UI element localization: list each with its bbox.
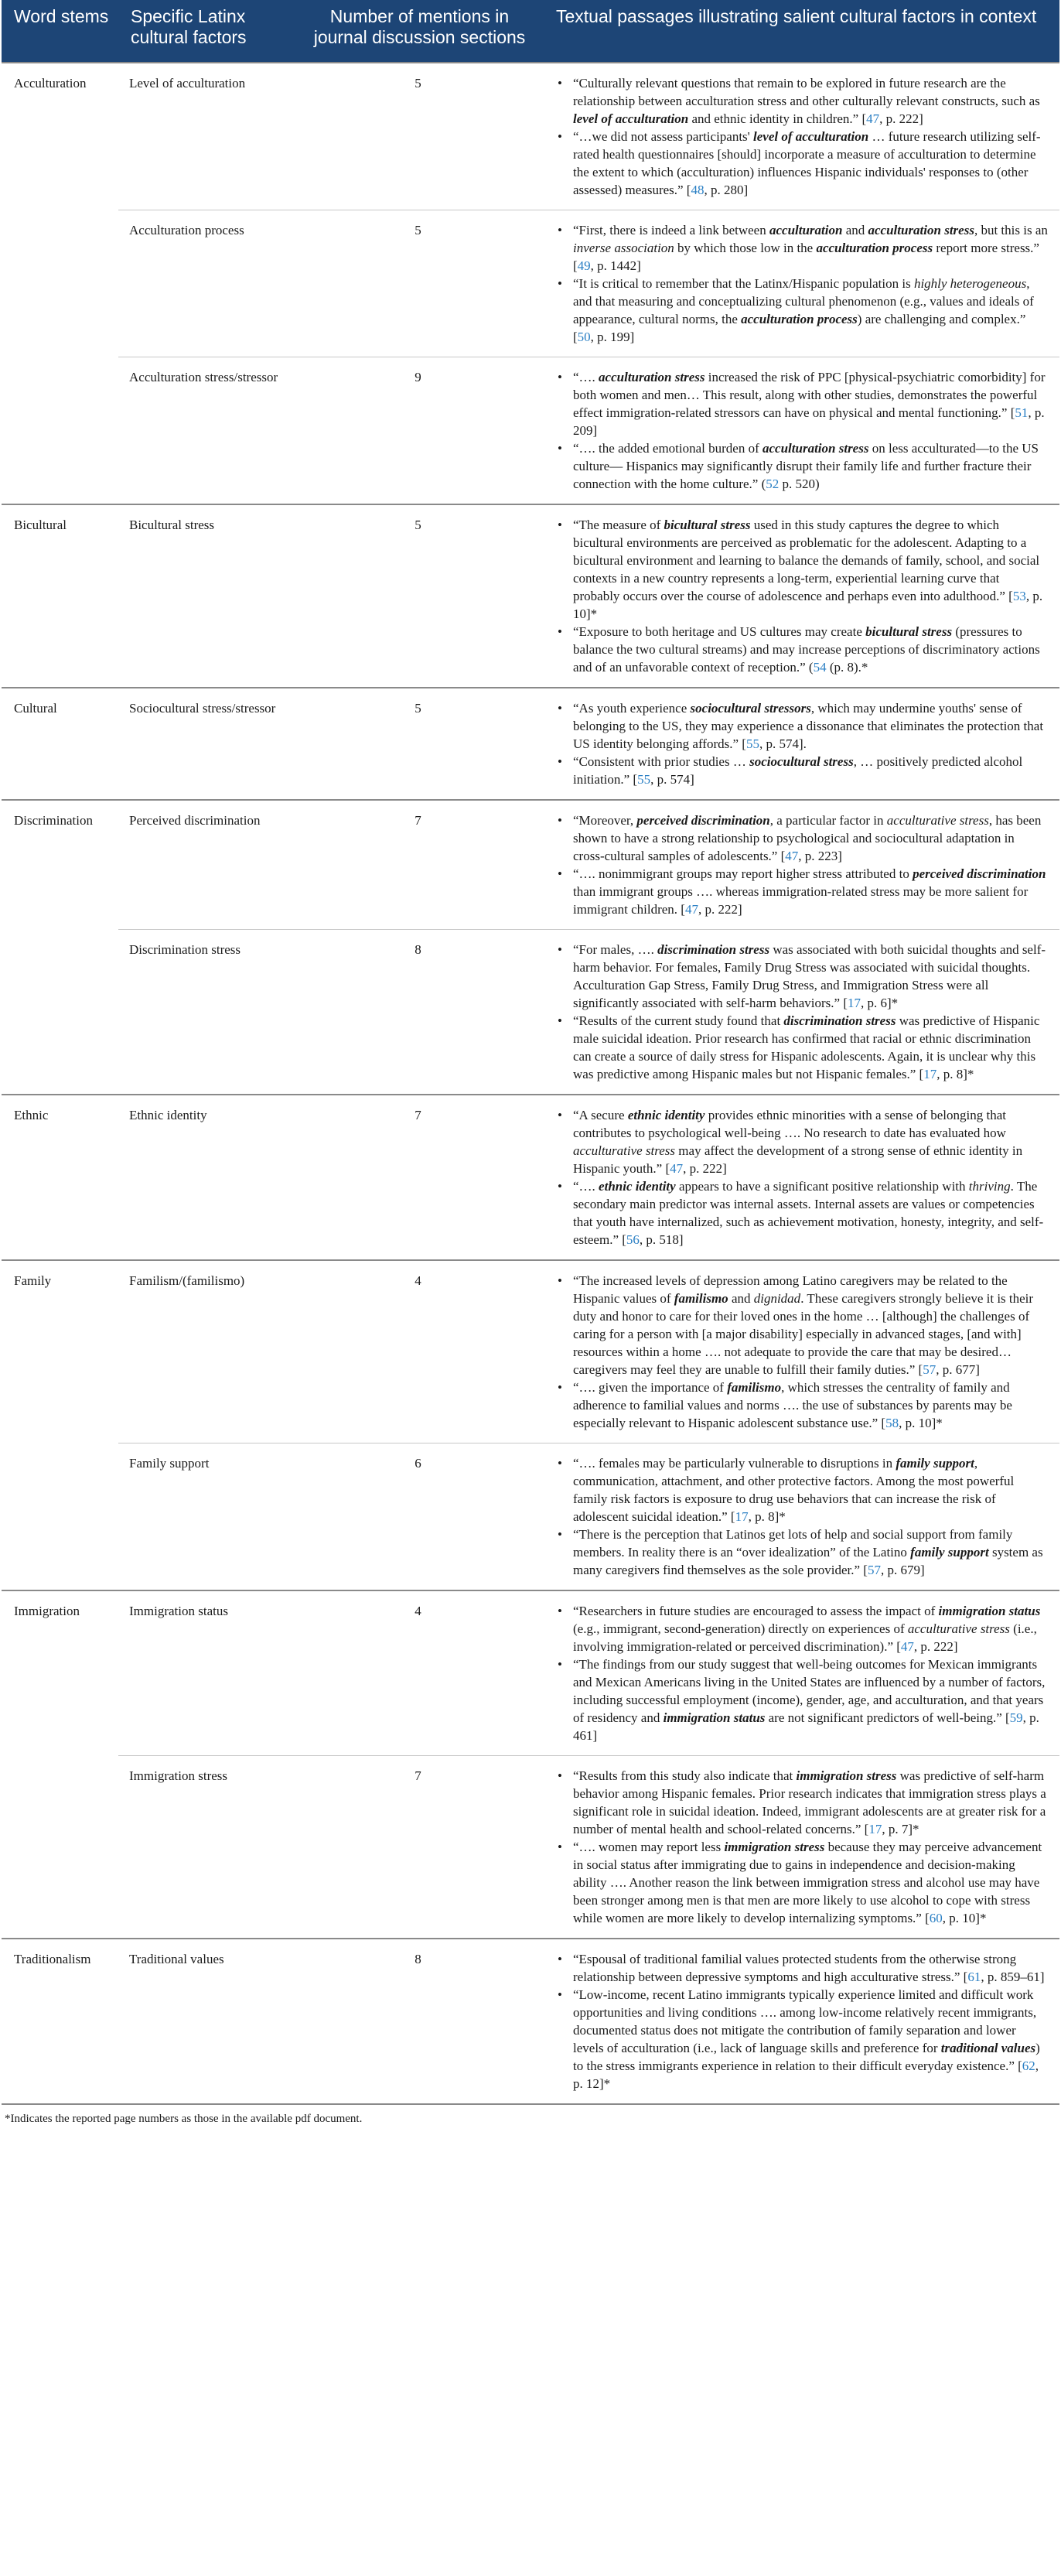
header-number-of-mentions: Number of mentions in journal discussion sections [292, 0, 544, 63]
citation-link[interactable]: 47 [684, 902, 698, 917]
cultural-factor-cell: Sociocultural stress/stressor [118, 688, 292, 800]
table-row [2, 504, 1059, 688]
citation-link[interactable]: 48 [691, 183, 704, 197]
passage-item: • “Results of the current study found that discrimination stress was predictive of Hispanic male suicidal ideation. Prior research has confirmed that racial or ethnic discrimination can create a source of daily stress for Hispanic adolescents. Again, it is unclear why this was predictive among Hispanic males but not Hispanic females.” [17, p. 8]* [554, 1012, 1049, 1083]
header-row [2, 0, 1059, 63]
cultural-factor-cell: Level of acculturation [118, 63, 292, 210]
table-footnote: *Indicates the reported page numbers as those in the available pdf document. [2, 2103, 1059, 2127]
passage-item: • “…we did not assess participants' level of acculturation … future research utilizing self-rated health questionnaires [should] incorporate a measure of acculturation to determine the extent to which (acculturation) influences Hispanic individuals' responses to (other assessed) measures.” [48, p. 280] [554, 128, 1049, 199]
highlighted-term: familismo [727, 1380, 782, 1395]
table-row [2, 1590, 1059, 1756]
highlighted-term: family support [896, 1456, 974, 1471]
italic-term: thriving [968, 1179, 1011, 1194]
citation-link[interactable]: 55 [745, 736, 759, 751]
cultural-factor-cell: Immigration status [118, 1590, 292, 1756]
highlighted-term: acculturation stress [868, 223, 974, 237]
highlighted-term: acculturation process [741, 312, 858, 326]
passage-item: • “Consistent with prior studies … sociocultural stress, … positively predicted alcohol initiation.” [55, p. 574] [554, 753, 1049, 788]
table-row [2, 688, 1059, 800]
passage-item: • “…. given the importance of familismo, which stresses the centrality of family and adherence to familial values and norms …. the use of substances by parents may be especially relevant to Hispanic adolescent substance use.” [58, p. 10]* [554, 1379, 1049, 1432]
highlighted-term: level of acculturation [573, 111, 689, 126]
passage-item: • “Exposure to both heritage and US cultures may create bicultural stress (pressures to balance the two cultural streams) and may increase perceptions of discriminatory actions and of an unfavorable context of reception.” (54 (p. 8).* [554, 623, 1049, 676]
table-row [2, 1260, 1059, 1443]
citation-link[interactable]: 17 [735, 1509, 749, 1524]
header-word-stems: Word stems [2, 0, 118, 63]
mention-count-cell: 5 [292, 688, 544, 800]
passages-cell [544, 1260, 1059, 1443]
italic-term: acculturative stress [907, 1621, 1010, 1636]
word-stem-cell: Family [2, 1260, 118, 1590]
passage-item: • “First, there is indeed a link between acculturation and acculturation stress, but this is an inverse association by which those low in the acculturation process report more stress.” [49, p. 1442] [554, 221, 1049, 275]
passage-item: • “Low-income, recent Latino immigrants typically experience limited and difficult work opportunities and living conditions …. among low-income relatively recent immigrants, documented status does not mitigate the contribution of family separation and lower levels of acculturation (i.e., lack of language skills and preference for traditional values) to the stress immigrants experience in relation to their difficult everyday existence.” [62, p. 12]* [554, 1986, 1049, 2093]
highlighted-term: perceived discrimination [636, 813, 770, 828]
passage-item: • “Espousal of traditional familial values protected students from the otherwise strong relationship between depressive symptoms and high acculturative stress.” [61, p. 859–61] [554, 1950, 1049, 1986]
citation-link[interactable]: 54 [813, 660, 827, 675]
passage-item: • “…. the added emotional burden of acculturation stress on less acculturated—to the US culture— Hispanics may significantly disrupt their family life and further fracture their connection with the home culture.” (52 p. 520) [554, 439, 1049, 493]
citation-link[interactable]: 50 [577, 330, 591, 344]
highlighted-term: sociocultural stressors [690, 701, 811, 716]
passage-item: • “Researchers in future studies are encouraged to assess the impact of immigration status (e.g., immigrant, second-generation) directly on experiences of acculturative stress (i.e., involving immigration-related or perceived discrimination).” [47, p. 222] [554, 1602, 1049, 1655]
highlighted-term: acculturation stress [599, 370, 705, 384]
italic-term: acculturative stress [573, 1143, 676, 1158]
passages-cell [544, 1939, 1059, 2103]
mention-count-cell: 8 [292, 930, 544, 1095]
cultural-factor-cell: Familism/(familismo) [118, 1260, 292, 1443]
passages-cell [544, 800, 1059, 930]
citation-link[interactable]: 56 [626, 1232, 640, 1247]
passages-cell [544, 1443, 1059, 1591]
mention-count-cell: 7 [292, 1095, 544, 1260]
table-row [2, 210, 1059, 357]
highlighted-term: immigration stress [724, 1840, 825, 1854]
passage-list [554, 368, 1049, 493]
passage-item: • “The findings from our study suggest that well-being outcomes for Mexican immigrants and Mexican Americans living in the United States are influenced by a number of factors, including successful employment (income), gender, age, and acculturation, and that years of residency and immigration status are not significant predictors of well-being.” [59, p. 461] [554, 1655, 1049, 1744]
passage-list [554, 1454, 1049, 1579]
header-specific-factors: Specific Latinx cultural factors [118, 0, 292, 63]
citation-link[interactable]: 59 [1009, 1710, 1023, 1725]
mention-count-cell: 7 [292, 800, 544, 930]
cultural-factor-cell: Acculturation stress/stressor [118, 357, 292, 505]
cultural-factor-cell: Immigration stress [118, 1756, 292, 1939]
passage-item: • “For males, …. discrimination stress was associated with both suicidal thoughts and self-harm behavior. For females, Family Drug Stress was associated with suicidal thoughts. Acculturation Gap Stress, Family Drug Stress, and Immigration Stress were all significantly associated with self-harm behaviors.” [17, p. 6]* [554, 941, 1049, 1012]
citation-link[interactable]: 58 [885, 1416, 899, 1430]
passages-cell [544, 688, 1059, 800]
highlighted-term: immigration stress [796, 1768, 897, 1783]
highlighted-term: bicultural stress [865, 624, 953, 639]
cultural-factor-cell: Traditional values [118, 1939, 292, 2103]
passage-list [554, 1106, 1049, 1249]
cultural-factor-cell: Acculturation process [118, 210, 292, 357]
mention-count-cell: 5 [292, 210, 544, 357]
passages-cell [544, 1756, 1059, 1939]
italic-term: inverse association [573, 241, 674, 255]
passage-list [554, 941, 1049, 1083]
passage-item: • “…. women may report less immigration stress because they may perceive advancement in social status after immigrating due to gains in independence and decision-making ability …. Another reason the link between immigration stress and alcohol use may have been stronger among men is that men are more likely to use alcohol to cope with stress while women are more likely to develop internalizing symptoms.” [60, p. 10]* [554, 1838, 1049, 1927]
word-stem-cell: Ethnic [2, 1095, 118, 1260]
cultural-factor-cell: Bicultural stress [118, 504, 292, 688]
passage-list [554, 811, 1049, 918]
citation-link[interactable]: 57 [923, 1362, 936, 1377]
passage-item: • “It is critical to remember that the Latinx/Hispanic population is highly heterogeneous, and that measuring and conceptualizing cultural phenomenon (e.g., values and ideals of appearance, cultural norms, the acculturation process) are challenging and complex.” [50, p. 199] [554, 275, 1049, 346]
citation-link[interactable]: 17 [848, 996, 861, 1010]
citation-link[interactable]: 55 [637, 772, 651, 787]
cultural-factor-cell: Family support [118, 1443, 292, 1591]
passage-list [554, 221, 1049, 346]
highlighted-term: acculturation [769, 223, 843, 237]
passages-cell [544, 1095, 1059, 1260]
citation-link[interactable]: 51 [1015, 405, 1029, 420]
passages-cell [544, 63, 1059, 210]
highlighted-term: immigration status [663, 1710, 766, 1725]
citation-link[interactable]: 47 [866, 111, 880, 126]
mention-count-cell: 6 [292, 1443, 544, 1591]
passages-cell [544, 504, 1059, 688]
highlighted-term: level of acculturation [753, 129, 869, 144]
table-body [2, 63, 1059, 2103]
highlighted-term: discrimination stress [657, 942, 770, 957]
highlighted-term: sociocultural stress [749, 754, 854, 769]
passage-item: • “Moreover, perceived discrimination, a particular factor in acculturative stress, has been shown to have a strong relationship to psychological and sociocultural adaptation in cross-cultural samples of adolescents.” [47, p. 223] [554, 811, 1049, 865]
highlighted-term: bicultural stress [664, 518, 751, 532]
passage-item: • “The increased levels of depression among Latino caregivers may be related to the Hispanic values of familismo and dignidad. These caregivers strongly believe it is their duty and honor to care for their loved ones in the home … [although] the challenges of caring for a person with [a major disability] especially in advanced stages, [and with] resources within a home …. not adequate to provide the care that may be desired… caregivers may feel they are unable to fulfill their family duties.” [57, p. 677] [554, 1272, 1049, 1379]
mention-count-cell: 8 [292, 1939, 544, 2103]
table-row [2, 1939, 1059, 2103]
table-row [2, 1443, 1059, 1591]
passage-item: • “…. nonimmigrant groups may report higher stress attributed to perceived discrimination than immigrant groups …. whereas immigration-related stress may be more salient for immigrant children. [47, p. 222] [554, 865, 1049, 918]
citation-link[interactable]: 53 [1012, 589, 1026, 603]
highlighted-term: traditional values [940, 2041, 1036, 2055]
citation-link[interactable]: 47 [900, 1639, 914, 1654]
citation-link[interactable]: 47 [670, 1161, 684, 1176]
table-row [2, 1095, 1059, 1260]
table-row [2, 1756, 1059, 1939]
passages-cell [544, 357, 1059, 505]
italic-term: dignidad [753, 1291, 801, 1306]
passage-item: • “The measure of bicultural stress used in this study captures the degree to which bicultural environments are perceived as problematic for the adolescent. Adapting to a bicultural environment and learning to balance the demands of family, school, and social contexts in a new country represents a long-term, experiential learning curve that probably occurs over the course of adolescence and perhaps even into adulthood.” [53, p. 10]* [554, 516, 1049, 623]
mention-count-cell: 7 [292, 1756, 544, 1939]
passage-item: • “…. ethnic identity appears to have a significant positive relationship with thriving. The secondary main predictor was internal assets. Internal assets are values or competencies that youth have internalized, such as achievement motivation, honesty, integrity, and self-esteem.” [56, p. 518] [554, 1177, 1049, 1249]
table-row [2, 357, 1059, 505]
mention-count-cell: 5 [292, 504, 544, 688]
highlighted-term: acculturation process [816, 241, 933, 255]
passage-item: • “As youth experience sociocultural stressors, which may undermine youths' sense of belonging to the US, they may experience a dissonance that eliminates the protection that US identity belonging affords.” [55, p. 574]. [554, 699, 1049, 753]
italic-term: highly heterogeneous [913, 276, 1027, 291]
citation-link[interactable]: 57 [867, 1563, 881, 1577]
passage-item: • “A secure ethnic identity provides ethnic minorities with a sense of belonging that contributes to psychological well-being …. No research to date has evaluated how acculturative stress may affect the development of a strong sense of ethnic identity in Hispanic youth.” [47, p. 222] [554, 1106, 1049, 1177]
highlighted-term: ethnic identity [627, 1108, 705, 1122]
word-stem-cell: Bicultural [2, 504, 118, 688]
table-header [2, 0, 1059, 63]
passage-list [554, 699, 1049, 788]
word-stem-cell: Immigration [2, 1590, 118, 1939]
passage-list [554, 74, 1049, 199]
word-stem-cell: Discrimination [2, 800, 118, 1095]
highlighted-term: perceived discrimination [913, 866, 1046, 881]
passage-list [554, 516, 1049, 676]
passage-list [554, 1602, 1049, 1744]
cultural-factor-cell: Perceived discrimination [118, 800, 292, 930]
highlighted-term: acculturation stress [762, 441, 869, 456]
italic-term: acculturative stress [886, 813, 989, 828]
word-stem-cell: Traditionalism [2, 1939, 118, 2103]
passages-cell [544, 210, 1059, 357]
mention-count-cell: 9 [292, 357, 544, 505]
passages-cell [544, 930, 1059, 1095]
highlighted-term: family support [910, 1545, 989, 1560]
mention-count-cell: 5 [292, 63, 544, 210]
highlighted-term: discrimination stress [783, 1013, 896, 1028]
passage-item: • “…. acculturation stress increased the risk of PPC [physical-psychiatric comorbidity] for both women and men… This result, along with other studies, demonstrates the powerful effect immigration-related stressors can have on physical and mental functioning.” [51, p. 209] [554, 368, 1049, 439]
passage-item: • “…. females may be particularly vulnerable to disruptions in family support, communication, attachment, and other protective factors. Among the most powerful family risk factors is exposure to drug use behaviors that can increase the risk of adolescent suicidal ideation.” [17, p. 8]* [554, 1454, 1049, 1525]
table-row [2, 63, 1059, 210]
citation-link[interactable]: 49 [577, 258, 591, 273]
highlighted-term: ethnic identity [599, 1179, 676, 1194]
citation-link[interactable]: 17 [923, 1067, 937, 1081]
citation-link[interactable]: 61 [967, 1970, 981, 1984]
passage-item: • “Results from this study also indicate that immigration stress was predictive of self-harm behavior among Hispanic females. Prior research indicates that immigration stress plays a significant role in suicidal ideation. Indeed, immigrant adolescents are at greater risk for a number of mental health and school-related concerns.” [17, p. 7]* [554, 1767, 1049, 1838]
cultural-factors-table [2, 0, 1059, 2103]
passage-list [554, 1767, 1049, 1927]
citation-link[interactable]: 60 [929, 1911, 943, 1925]
citation-link[interactable]: 62 [1022, 2058, 1035, 2073]
citation-link[interactable]: 17 [868, 1822, 882, 1836]
citation-link[interactable]: 47 [785, 849, 799, 863]
cultural-factor-cell: Discrimination stress [118, 930, 292, 1095]
passages-cell [544, 1590, 1059, 1756]
header-textual-passages: Textual passages illustrating salient cultural factors in context [544, 0, 1059, 63]
mention-count-cell: 4 [292, 1260, 544, 1443]
citation-link[interactable]: 52 [766, 477, 780, 491]
word-stem-cell: Cultural [2, 688, 118, 800]
word-stem-cell: Acculturation [2, 63, 118, 504]
passage-item: • “Culturally relevant questions that remain to be explored in future research are the relationship between acculturation stress and other culturally relevant constructs, such as level of acculturation and ethnic identity in children.” [47, p. 222] [554, 74, 1049, 128]
passage-item: • “There is the perception that Latinos get lots of help and social support from family members. In reality there is an “over idealization” of the Latino family support system as many caregivers find themselves as the sole provider.” [57, p. 679] [554, 1525, 1049, 1579]
mention-count-cell: 4 [292, 1590, 544, 1756]
passage-list [554, 1950, 1049, 2093]
highlighted-term: immigration status [938, 1604, 1041, 1618]
passage-list [554, 1272, 1049, 1432]
table-row [2, 930, 1059, 1095]
table-row [2, 800, 1059, 930]
cultural-factor-cell: Ethnic identity [118, 1095, 292, 1260]
highlighted-term: familismo [674, 1291, 728, 1306]
